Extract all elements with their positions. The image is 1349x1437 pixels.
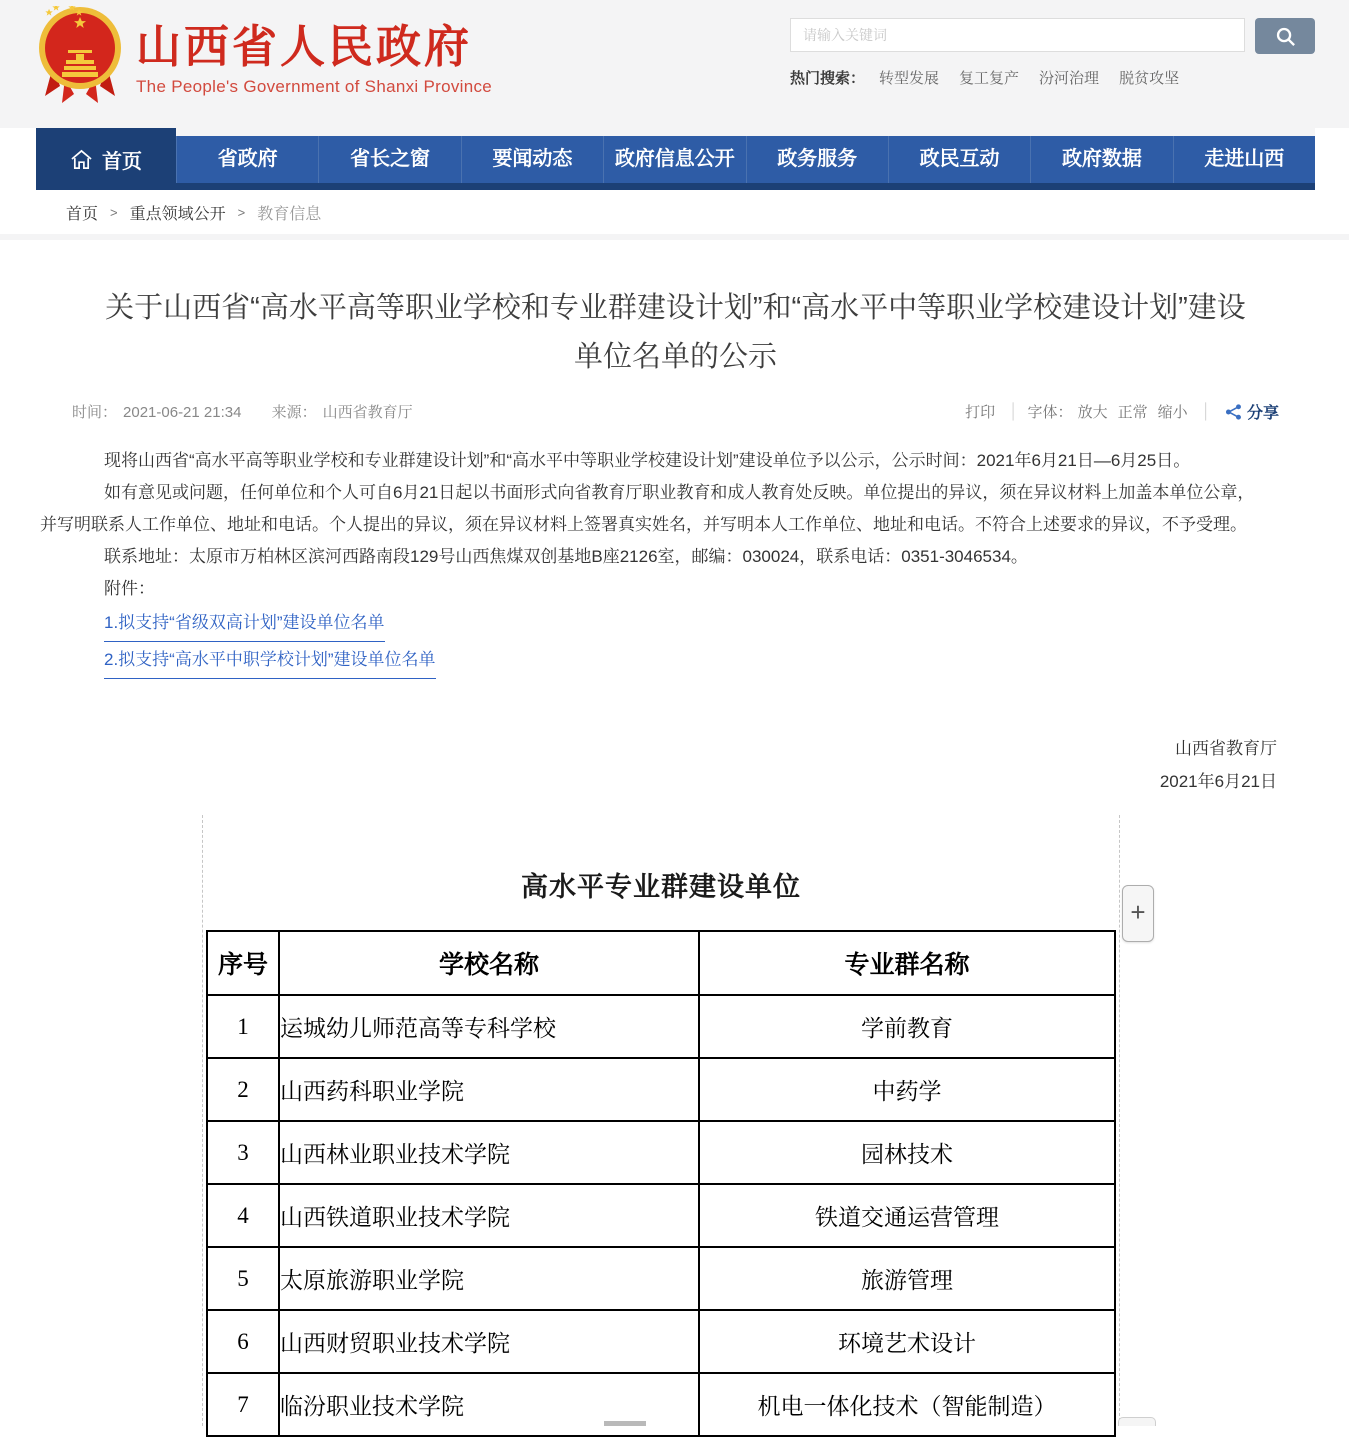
search-area	[790, 18, 1315, 88]
breadcrumb-separator: >	[110, 204, 118, 220]
source-label: 来源：	[271, 404, 317, 421]
table-row	[207, 1184, 1115, 1247]
table-row	[207, 995, 1115, 1058]
table-row	[207, 1121, 1115, 1184]
column-header-major: 专业群名称	[699, 931, 1115, 995]
document-title: 高水平专业群建设单位	[521, 872, 801, 902]
search-icon	[1274, 25, 1297, 48]
cell-school: 山西财贸职业技术学院	[279, 1310, 699, 1373]
hot-search-label: 热门搜索：	[790, 70, 866, 87]
cell-index: 1	[207, 995, 279, 1058]
cell-index: 6	[207, 1310, 279, 1373]
cell-major: 园林技术	[699, 1121, 1115, 1184]
cell-school: 太原旅游职业学院	[279, 1247, 699, 1310]
article-meta-left	[72, 401, 419, 422]
breadcrumb-separator: >	[237, 204, 246, 220]
breadcrumb-section[interactable]: 重点领域公开	[129, 205, 226, 223]
cell-major: 环境艺术设计	[699, 1310, 1115, 1373]
document-table	[206, 930, 1116, 1437]
article-signature	[1160, 732, 1277, 798]
article-meta	[72, 400, 1279, 423]
cell-index: 7	[207, 1373, 279, 1436]
site-subtitle: The People's Government of Shanxi Province	[136, 76, 493, 96]
nav-item-label: 首页	[102, 150, 142, 173]
table-row	[207, 1373, 1115, 1436]
nav-item[interactable]: 政府数据	[1030, 136, 1172, 183]
font-zoom-in-button[interactable]: 放大	[1077, 404, 1108, 421]
cell-index: 4	[207, 1184, 279, 1247]
share-button[interactable]	[1225, 400, 1279, 423]
share-icon	[1225, 404, 1242, 420]
document-frame	[202, 815, 1120, 1426]
hot-search-link[interactable]: 复工复产	[959, 70, 1020, 87]
cell-major: 学前教育	[699, 995, 1115, 1058]
nav-item[interactable]: 要闻动态	[461, 136, 603, 183]
attachment-link-2[interactable]: 2.拟支持“高水平中职学校计划”建设单位名单	[104, 645, 436, 679]
nav-item-home[interactable]	[36, 128, 176, 190]
table-row	[207, 1310, 1115, 1373]
breadcrumb	[36, 190, 1315, 234]
attachment-link-1[interactable]: 1.拟支持“省级双高计划”建设单位名单	[104, 608, 385, 642]
home-icon	[70, 149, 93, 170]
article-body	[36, 445, 1315, 679]
font-zoom-out-button[interactable]: 缩小	[1157, 404, 1188, 421]
hot-search-row	[790, 67, 1315, 88]
breadcrumb-current: 教育信息	[257, 205, 322, 223]
share-label: 分享	[1246, 405, 1279, 422]
site-title-block	[136, 6, 492, 97]
main-nav	[36, 128, 1315, 190]
paragraph: 附件：	[104, 579, 155, 598]
site-logo[interactable]	[38, 6, 492, 106]
nav-item[interactable]: 省长之窗	[318, 136, 460, 183]
table-row	[207, 1058, 1115, 1121]
site-header	[0, 0, 1349, 128]
hot-search-link[interactable]: 转型发展	[879, 70, 940, 87]
paragraph: 现将山西省“高水平高等职业学校和专业群建设计划”和“高水平中等职业学校建设计划”建设单位予以公示，公示时间：2021年6月21日—6月25日。	[104, 451, 1191, 470]
cell-index: 5	[207, 1247, 279, 1310]
cell-school: 山西林业职业技术学院	[279, 1121, 699, 1184]
nav-item[interactable]: 走进山西	[1173, 136, 1315, 183]
font-size-label: 字体：	[1027, 404, 1073, 421]
nav-item[interactable]: 政务服务	[746, 136, 888, 183]
paragraph: 联系地址：太原市万柏林区滨河西路南段129号山西焦煤双创基地B座2126室，邮编：030024，联系电话：0351-3046534。	[104, 547, 1028, 566]
table-row	[207, 1247, 1115, 1310]
breadcrumb-home[interactable]: 首页	[66, 205, 99, 223]
cell-major: 铁道交通运营管理	[699, 1184, 1115, 1247]
viewer-zoom-in-button[interactable]: +	[1122, 885, 1154, 942]
page-title: 关于山西省“高水平高等职业学校和专业群建设计划”和“高水平中等职业学校建设计划”建设单位名单的公示	[105, 292, 1246, 373]
meta-divider: │	[1009, 403, 1019, 420]
print-button[interactable]: 打印	[965, 404, 996, 421]
cell-school: 山西铁道职业技术学院	[279, 1184, 699, 1247]
cell-major: 机电一体化技术（智能制造）	[699, 1373, 1115, 1436]
search-button[interactable]	[1255, 18, 1315, 54]
signature-date: 2021年6月21日	[1159, 772, 1277, 791]
nav-item[interactable]: 政民互动	[888, 136, 1030, 183]
meta-divider: │	[1201, 403, 1211, 420]
hot-search-link[interactable]: 汾河治理	[1039, 70, 1100, 87]
nav-item[interactable]: 省政府	[176, 136, 318, 183]
font-normal-button[interactable]: 正常	[1117, 404, 1148, 421]
article-meta-actions	[960, 400, 1279, 423]
horizontal-scrollbar-thumb[interactable]	[604, 1421, 646, 1426]
cell-school: 临汾职业技术学院	[279, 1373, 699, 1436]
article	[36, 240, 1315, 793]
viewer-bottom-right-control[interactable]	[1118, 1417, 1156, 1426]
cell-major: 中药学	[699, 1058, 1115, 1121]
hot-search-link[interactable]: 脱贫攻坚	[1119, 70, 1180, 87]
nav-item[interactable]: 政府信息公开	[603, 136, 745, 183]
table-header-row	[207, 931, 1115, 995]
cell-index: 3	[207, 1121, 279, 1184]
cell-index: 2	[207, 1058, 279, 1121]
column-header-school: 学校名称	[279, 931, 699, 995]
paragraph: 如有意见或问题，任何单位和个人可自6月21日起以书面形式向省教育厅职业教育和成人教育处反映。单位提出的异议，须在异议材料上加盖本单位公章，并写明联系人工作单位、地址和电话。个人提出的异议，须在异议材料上签署真实姓名，并写明本人工作单位、地址和电话。不符合上述要求的异议，不予受理。	[40, 483, 1255, 534]
attachment-viewer	[0, 793, 1349, 1426]
national-emblem-icon	[38, 6, 122, 106]
column-header-index: 序号	[207, 931, 279, 995]
site-title: 山西省人民政府	[136, 21, 473, 72]
cell-major: 旅游管理	[699, 1247, 1115, 1310]
nav-bottom-strip	[36, 183, 1315, 190]
time-label: 时间：	[72, 404, 118, 421]
time-value: 2021-06-21 21:34	[123, 404, 242, 421]
signature-org: 山西省教育厅	[1175, 739, 1277, 758]
cell-school: 山西药科职业学院	[279, 1058, 699, 1121]
search-input[interactable]	[790, 18, 1245, 52]
source-value: 山西省教育厅	[322, 404, 413, 421]
cell-school: 运城幼儿师范高等专科学校	[279, 995, 699, 1058]
